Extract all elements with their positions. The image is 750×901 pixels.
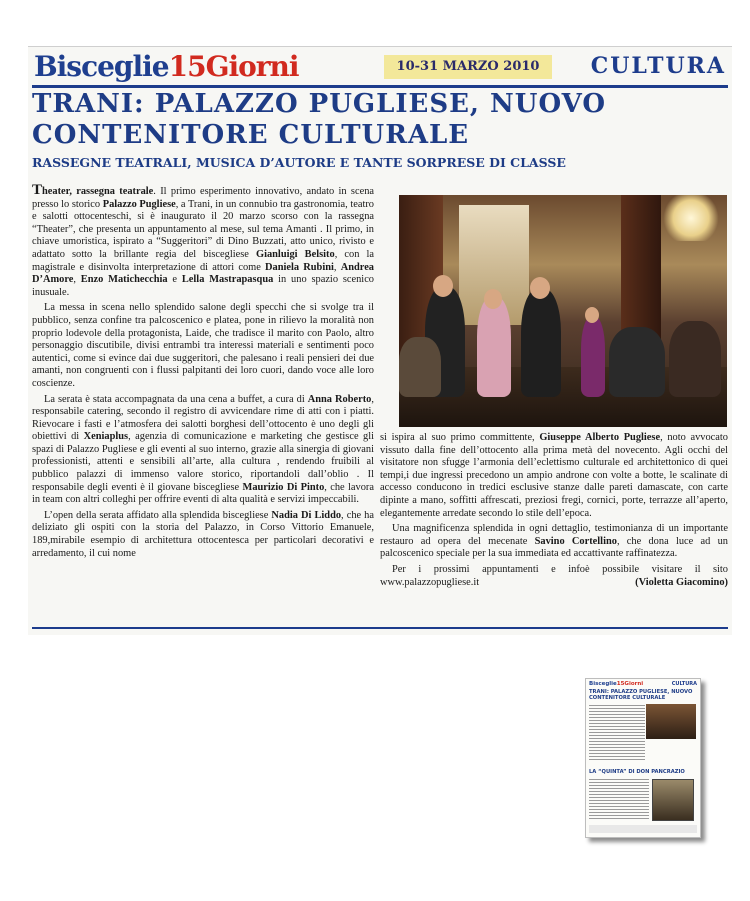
text-run: La serata è stata accompagnata da una cena a buffet, a cura di [44,393,308,405]
brand-name-part1: Bisceglie [34,50,169,83]
text-run: Per i prossimi appuntamenti e infoè possibile visitare il sito www.palazzopugliese.it [380,563,728,588]
name-highlight: Andrea D’Amore [32,261,374,286]
thumbnail-brand-part2: 15Giorni [616,681,644,687]
thumbnail-text-lines [589,779,649,821]
text-run: , che lavora in team con altri colleghi per offrire eventi di alta qualità e servizi impeccabili. [32,481,374,506]
section-title: CULTURA [590,53,726,79]
page-thumbnail [585,678,701,838]
thumbnail-second-headline: LA “QUINTA” DI DON PANCRAZIO [589,769,685,775]
newspaper-clipping [28,46,732,635]
brand-logo [34,52,299,82]
photo-person [669,321,721,397]
thumbnail-photo-portrait [652,779,694,821]
masthead [32,51,728,88]
text-run: , con la magistrale e disinvolta interpretazione di attori come [32,248,374,273]
photo-person [477,297,511,397]
name-highlight: Xeniaplus [83,431,129,443]
name-highlight: Anna Roberto [307,393,372,405]
text-run: e [167,274,182,286]
paragraph-3 [32,394,374,507]
paragraph-4 [32,510,374,560]
headline-line-2: CONTENITORE CULTURALE [32,120,470,150]
article-subhead: RASSEGNE TEATRALI, MUSICA D’AUTORE E TANTE SORPRESE DI CLASSE [32,155,566,170]
text-run: , [73,274,81,286]
paragraph-7 [380,564,728,589]
name-highlight: Savino Cortellino [534,535,617,547]
thumbnail-footer [589,825,697,833]
thumbnail-headline: TRANI: PALAZZO PUGLIESE, NUOVO CONTENITORE CULTURALE [589,689,693,701]
name-highlight: Gianluigi Belsito [255,248,335,260]
text-run: , a Trani, in un connubio tra gastronomia, teatro e salotti ottocenteschi, si è inaugurato il 20 marzo scorso con la rassegna “Theater”, che presenta un appuntamento al mese, sul tema Amanti . Il primo, in chiave umoristica, ispirato a “Suggeritori” di Dino Buzzati, atto unico, rivisto e adattato sotto la brillante regia del biscegliese [32,198,374,260]
text-run: L’open della serata affidato alla splendida biscegliese [44,509,272,521]
article-column-left [32,184,374,630]
name-highlight: Nadia Di Liddo [271,509,342,521]
photo-person-head [433,275,453,297]
name-highlight: Palazzo Pugliese [102,198,176,210]
text-run: , agenzia di comunicazione e marketing che gestisce gli spazi di Palazzo Pugliese e gli eventi al suo interno, grazie alla sinergia di giovani professionisti, attenti e sensibili all’arte, alla cultura , rendendo fruibili al pubblico palazzi di immenso valore storico, riportandoli dall’oblio . Il responsabile degli eventi è il giovane biscegliese [32,431,374,493]
thumbnail-brand-part1: Bisceglie [589,681,617,687]
article-column-right [380,432,728,632]
photo-person [521,289,561,397]
photo-person [399,337,441,397]
issue-dates: 10-31 MARZO 2010 [384,55,552,79]
text-run: . Il primo esperimento innovativo, andato in scena presso lo storico [32,186,374,210]
text-run: , noto avvocato vissuto dalla fine dell’ottocento alla prima metà del novecento. Agli occhi del visitatore non sfugge l’armonia dell’eclettismo culturale ed architettonico di quei tempi,i due ingressi precedono un ampio androne con volte a botte, le scalinate di accesso conducono in tredici esclusive stanze dalle pareti damascate, con carte dipinte a mano, soffitti affrescati, preziosi fregi, cornici, porte, terrazze all’aperto, elegantemente arredate secondo lo stile dell’epoca. [380,432,728,519]
photo-person-head [585,307,599,323]
photo-person-head [530,277,550,299]
lead-phrase: heater, rassegna teatrale [42,186,154,197]
thumbnail-text-lines [589,705,645,762]
bottom-rule [32,627,728,629]
name-highlight: Lella Mastrapasqua [181,274,274,286]
brand-name-part2: 15Giorni [168,50,299,83]
photo-person-head [484,289,502,309]
thumbnail-section: CULTURA [671,681,697,687]
thumbnail-photo [646,704,696,739]
paragraph-6 [380,523,728,561]
name-highlight: Maurizio Di Pinto [242,481,325,493]
paragraph-2: La messa in scena nello splendido salone degli specchi che si svolge tra il pubblico, senza confine tra palcoscenico e platea, pone in rilievo la moralità non proprio lodevole della protagonista, Laide, che tradisce il marito con Paolo, altro personaggio discutibile, divisi entrambi tra interessi materiali e sentimenti poco autentici, come si evince dai due suggeritori, che palesano i reali pensieri dei due amanti, non congruenti con i flussi palpitanti dei loro cuori, dando voce alle loro coscienze. [32,302,374,389]
text-run: , responsabile catering, secondo il registro di avvicendare rime di atti con i piatti. Rievocare i fasti e l’atmosfera dei salotti borghesi dell’ottocento è uno degli gli obiettivi di [32,393,374,443]
photo-person [609,327,665,397]
text-run: , [333,261,341,273]
text-run: Una magnificenza splendida in ogni dettaglio, testimonianza di un importante restauro ad opera del mecenate [380,523,728,547]
article-headline [32,89,722,151]
photo-person [581,317,605,397]
thumbnail-brand [589,681,643,687]
author-credit: (Violetta Giacomino) [635,576,728,588]
name-highlight: Giuseppe Alberto Pugliese [539,432,661,443]
drop-cap: T [32,184,43,198]
paragraph-1 [32,184,374,299]
name-highlight: Enzo Matichecchia [80,274,168,286]
text-run: in uno spazio scenico inusuale. [32,274,374,298]
text-run: , che dona luce ad un palcoscenico speciale per la sua immediata ed accattivante raffinatezza. [380,535,728,560]
photo-chandelier [659,195,723,241]
headline-line-1: TRANI: PALAZZO PUGLIESE, NUOVO [32,89,607,119]
text-run: si ispira al suo primo committente, [380,432,540,443]
text-run: , che ha deliziato gli ospiti con la storia del Palazzo, in Corso Vittorio Emanuele, 189,mirabile esempio di architettura ottocentesca per particolari decorativi e arredamento, il cui nome [32,509,374,559]
event-photo [399,195,727,427]
paragraph-5 [380,432,728,520]
name-highlight: Daniela Rubini [265,261,334,273]
